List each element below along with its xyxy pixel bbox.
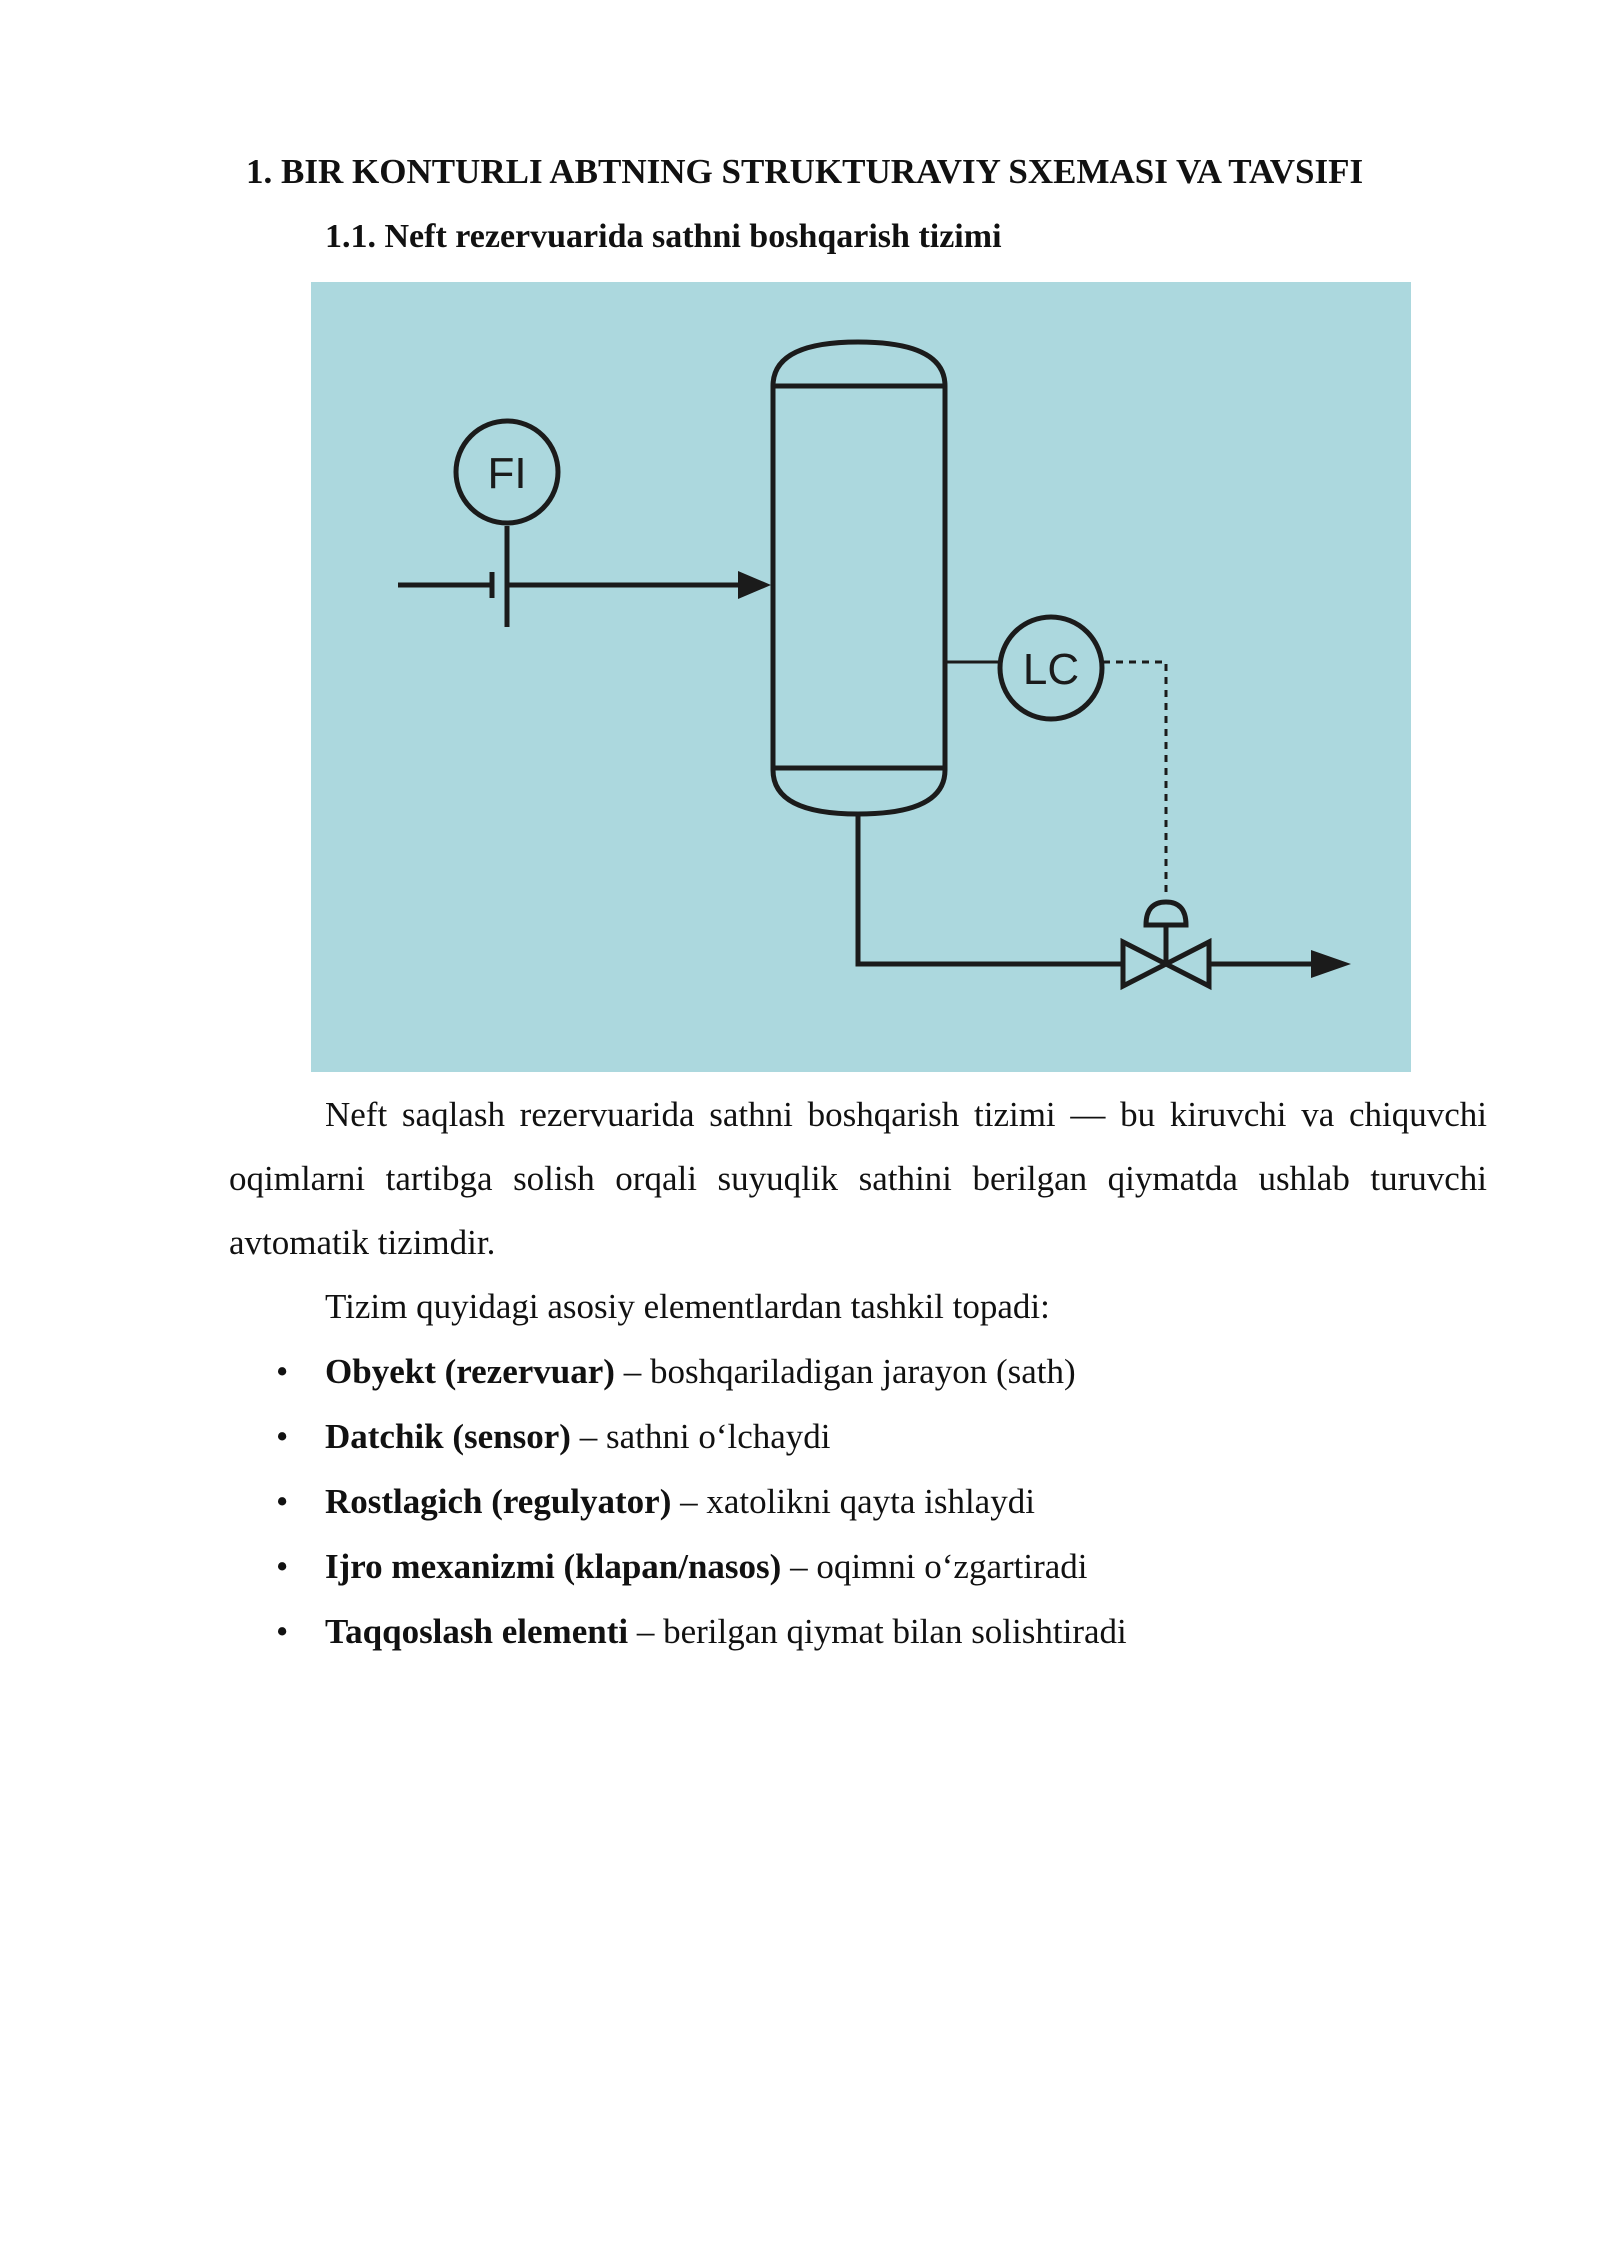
item-description: – xatolikni qayta ishlaydi — [671, 1482, 1035, 1521]
bullet-icon: • — [276, 1352, 289, 1391]
level-control-diagram — [311, 282, 1411, 1072]
lc-label: LC — [1022, 645, 1080, 694]
item-description: – boshqariladigan jarayon (sath) — [614, 1352, 1076, 1391]
paragraph-text: Neft saqlash rezervuarida sathni boshqarish tizimi — bu kiruvchi va chiquvchi oqimlarni tartibga solish orqali suyuqlik sathini berilgan qiymatda ushlab turuvchi avtomatik tizimdir. — [229, 1095, 1487, 1262]
item-term: Obyekt (rezervuar) — [325, 1352, 615, 1391]
item-term: Taqqoslash elementi — [325, 1612, 629, 1651]
elements-intro: Tizim quyidagi asosiy elementlardan tashkil topadi: — [325, 1287, 1050, 1326]
diagram-background — [311, 282, 1411, 1072]
bullet-icon: • — [276, 1612, 289, 1651]
item-description: – berilgan qiymat bilan solishtiradi — [628, 1612, 1127, 1651]
item-term: Rostlagich (regulyator) — [325, 1482, 672, 1521]
bullet-icon: • — [276, 1417, 289, 1456]
section-heading: 1. BIR KONTURLI ABTNING STRUKTURAVIY SXEMASI VA TAVSIFI — [246, 152, 1364, 191]
description-paragraph — [229, 1083, 1487, 1275]
item-term: Datchik (sensor) — [325, 1417, 571, 1456]
item-term: Ijro mexanizmi (klapan/nasos) — [325, 1547, 782, 1586]
fi-label: FI — [487, 449, 527, 498]
bullet-icon: • — [276, 1547, 289, 1586]
item-description: – sathni o‘lchaydi — [570, 1417, 831, 1456]
bullet-icon: • — [276, 1482, 289, 1521]
subsection-heading: 1.1. Neft rezervuarida sathni boshqarish tizimi — [325, 218, 1002, 255]
item-description: – oqimni o‘zgartiradi — [781, 1547, 1088, 1586]
